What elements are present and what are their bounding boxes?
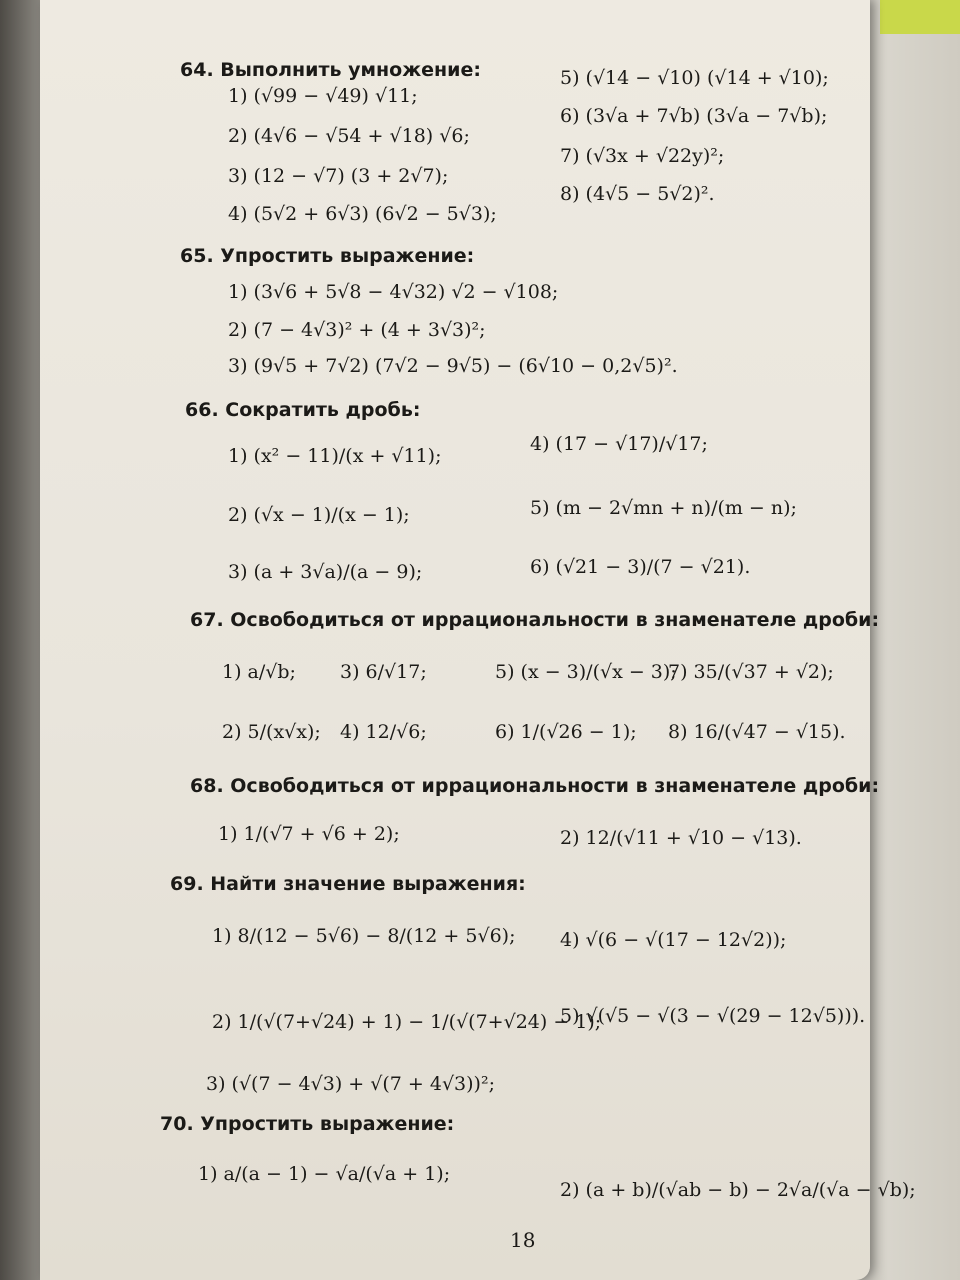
item-64-5: 5) (√14 − √10) (√14 + √10); bbox=[560, 67, 829, 89]
item-67-6: 6) 1/(√26 − 1); bbox=[495, 721, 637, 743]
item-67-8: 8) 16/(√47 − √15). bbox=[668, 721, 846, 743]
item-64-3: 3) (12 − √7) (3 + 2√7); bbox=[228, 165, 449, 187]
book-left-edge bbox=[0, 0, 40, 1280]
textbook-page bbox=[40, 0, 916, 1280]
item-66-3: 3) (a + 3√a)/(a − 9); bbox=[228, 561, 423, 583]
sticky-note bbox=[880, 0, 960, 34]
item-66-5: 5) (m − 2√mn + n)/(m − n); bbox=[530, 497, 797, 519]
item-66-6: 6) (√21 − 3)/(7 − √21). bbox=[530, 556, 751, 578]
item-69-3: 3) (√(7 − 4√3) + √(7 + 4√3))²; bbox=[206, 1073, 495, 1095]
item-65-2: 2) (7 − 4√3)² + (4 + 3√3)²; bbox=[228, 319, 486, 341]
item-69-4: 4) √(6 − √(17 − 12√2)); bbox=[560, 929, 787, 951]
heading-64: 64. Выполнить умножение: bbox=[180, 59, 481, 81]
item-64-1: 1) (√99 − √49) √11; bbox=[228, 85, 418, 107]
item-66-4: 4) (17 − √17)/√17; bbox=[530, 433, 708, 455]
item-66-1: 1) (x² − 11)/(x + √11); bbox=[228, 445, 442, 467]
item-69-5: 5) √(√5 − √(3 − √(29 − 12√5))). bbox=[560, 1005, 866, 1027]
heading-69: 69. Найти значение выражения: bbox=[170, 873, 526, 895]
item-67-5: 5) (x − 3)/(√x − 3); bbox=[495, 661, 677, 683]
item-64-8: 8) (4√5 − 5√2)². bbox=[560, 183, 715, 205]
item-70-1: 1) a/(a − 1) − √a/(√a + 1); bbox=[198, 1163, 451, 1185]
heading-67: 67. Освободиться от иррациональности в знаменателе дроби: bbox=[190, 609, 880, 631]
item-69-2: 2) 1/(√(7+√24) + 1) − 1/(√(7+√24) − 1); bbox=[212, 1011, 602, 1033]
item-67-2: 2) 5/(x√x); bbox=[222, 721, 321, 743]
item-66-2: 2) (√x − 1)/(x − 1); bbox=[228, 504, 410, 526]
item-67-4: 4) 12/√6; bbox=[340, 721, 427, 743]
item-64-2: 2) (4√6 − √54 + √18) √6; bbox=[228, 125, 470, 147]
item-64-4: 4) (5√2 + 6√3) (6√2 − 5√3); bbox=[228, 203, 497, 225]
item-68-1: 1) 1/(√7 + √6 + 2); bbox=[218, 823, 400, 845]
item-65-3: 3) (9√5 + 7√2) (7√2 − 9√5) − (6√10 − 0,2√5)². bbox=[228, 355, 678, 377]
item-69-1: 1) 8/(12 − 5√6) − 8/(12 + 5√6); bbox=[212, 925, 516, 947]
item-67-3: 3) 6/√17; bbox=[340, 661, 427, 683]
item-67-1: 1) a/√b; bbox=[222, 661, 296, 683]
item-68-2: 2) 12/(√11 + √10 − √13). bbox=[560, 827, 802, 849]
item-64-6: 6) (3√a + 7√b) (3√a − 7√b); bbox=[560, 105, 828, 127]
heading-65: 65. Упростить выражение: bbox=[180, 245, 475, 267]
item-64-7: 7) (√3x + √22y)²; bbox=[560, 145, 725, 167]
item-65-1: 1) (3√6 + 5√8 − 4√32) √2 − √108; bbox=[228, 281, 559, 303]
item-70-2: 2) (a + b)/(√ab − b) − 2√a/(√a − √b); bbox=[560, 1179, 916, 1201]
heading-66: 66. Сократить дробь: bbox=[185, 399, 421, 421]
page-number: 18 bbox=[510, 1228, 536, 1252]
heading-68: 68. Освободиться от иррациональности в знаменателе дроби: bbox=[190, 775, 880, 797]
heading-70: 70. Упростить выражение: bbox=[160, 1113, 455, 1135]
item-67-7: 7) 35/(√37 + √2); bbox=[668, 661, 834, 683]
